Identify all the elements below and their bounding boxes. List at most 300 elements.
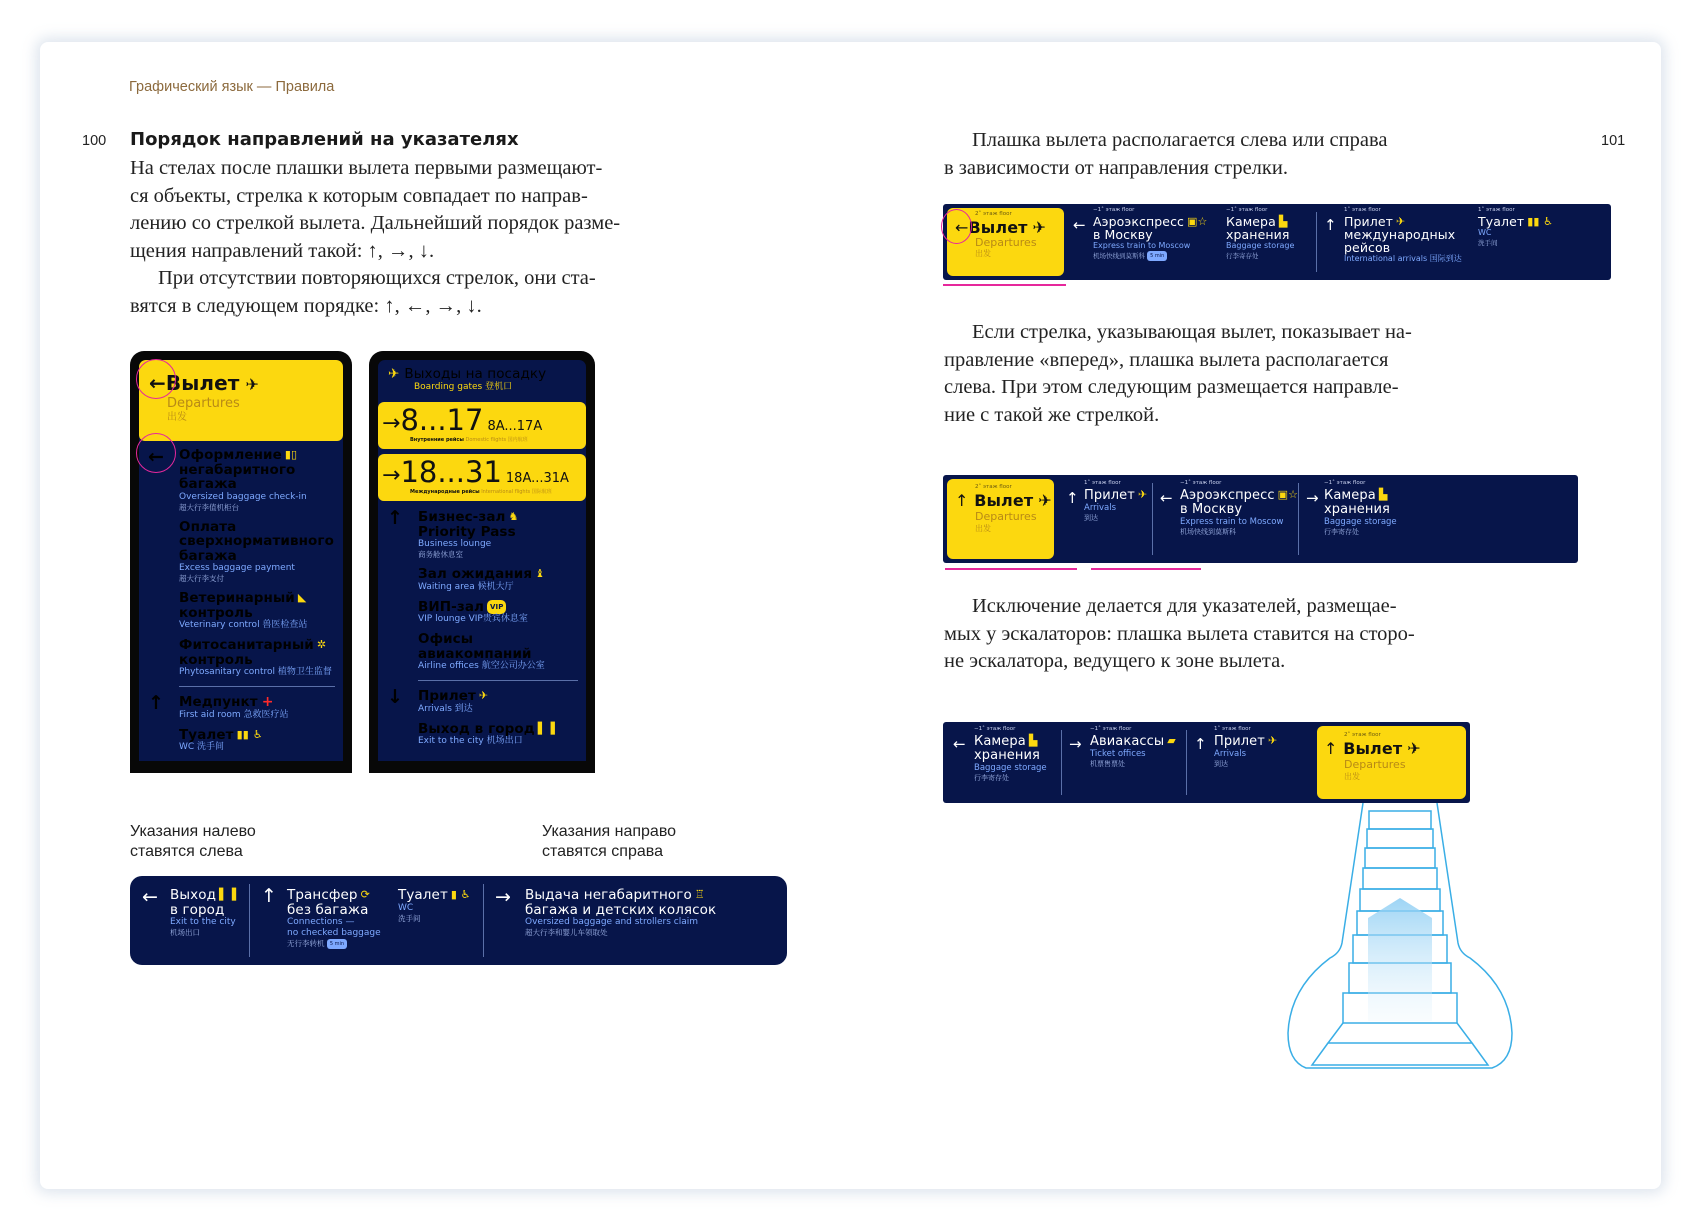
- text-line: [944, 593, 1544, 621]
- cell-ru: международных: [1344, 227, 1456, 242]
- sign-example-escalator: [943, 722, 1470, 803]
- item-en: Arrivals 到达: [418, 703, 473, 714]
- cell-ru: [1180, 488, 1298, 503]
- text-line: [944, 319, 1544, 347]
- divider: [483, 884, 484, 957]
- item-ru: [418, 600, 586, 615]
- sign-horizontal-example: [130, 876, 787, 965]
- item-en: Phytosanitary control 植物卫生监督: [179, 667, 332, 677]
- divider: [1316, 212, 1317, 272]
- item-ru: багажа: [179, 547, 237, 564]
- caption-line: ставятся слева: [130, 843, 243, 860]
- cell-en: Arrivals: [1084, 503, 1117, 513]
- gate-sub: 18A...31A: [505, 471, 569, 486]
- arrow-down-icon: ↓: [387, 686, 403, 708]
- cell-cn: 行李寄存处: [1324, 528, 1359, 536]
- item-ru: контроль: [179, 604, 253, 621]
- item-ru: [179, 728, 343, 743]
- gate-caption: [410, 488, 586, 495]
- text-line: лению со стрелкой вылета. Дальнейший порядок разме-: [130, 212, 621, 234]
- stele-boarding-gates: [369, 351, 595, 773]
- divider: [1298, 483, 1299, 555]
- divider: [249, 884, 250, 957]
- lounge-icon: ♞: [508, 510, 519, 523]
- sign-cell: [1478, 207, 1553, 280]
- cell-ru: [1214, 734, 1277, 749]
- transfer-icon: ⟳: [360, 888, 370, 901]
- text-line: [130, 265, 690, 293]
- arrow-right-icon: →: [1069, 735, 1082, 753]
- cell-text: [1093, 215, 1208, 261]
- header-ru: Выходы на посадку: [404, 366, 547, 382]
- escalator-step: [1365, 848, 1435, 868]
- arrow-up-icon: ↑: [1066, 489, 1079, 507]
- right-para-1: [944, 127, 1544, 182]
- item-cn: 商务舱休息室: [418, 550, 463, 559]
- gate-caption: [410, 436, 586, 443]
- departures-ru: Вылет: [974, 491, 1034, 510]
- item-cn: 超大行李值机柜台: [179, 502, 239, 512]
- arrow-up-icon: ↑: [1194, 735, 1207, 753]
- sign-cell: [495, 888, 716, 965]
- cell-en: Express train to Moscow: [1093, 241, 1191, 250]
- sign-cell: [1306, 480, 1397, 563]
- sign-cell: [1160, 480, 1298, 563]
- cell-en: Oversized baggage and strollers claim: [525, 917, 698, 927]
- departures-ru: Вылет: [1343, 739, 1403, 758]
- item-en: Exit to the city 机场出口: [418, 736, 523, 746]
- cell-text: [287, 888, 381, 949]
- item-cn: 超大行李支付: [179, 574, 224, 583]
- waiting-area-icon: ♝: [535, 567, 546, 580]
- cell-text: [974, 734, 1047, 783]
- item-en: Veterinary control 兽医检查站: [179, 620, 308, 630]
- ru-line: Выход: [170, 887, 217, 903]
- arrow-right-icon: →: [495, 886, 511, 908]
- cell-ru: хранения: [1226, 227, 1290, 242]
- departures-title-row: [149, 372, 343, 396]
- escalator-step: [1369, 811, 1431, 829]
- cell-en: Express train to Moscow: [1180, 517, 1284, 527]
- ru-line: Аэроэкспресс: [1180, 488, 1275, 503]
- sign-cell: [1066, 480, 1147, 563]
- list-item: [387, 567, 586, 593]
- sign-example-2: [943, 475, 1578, 563]
- item-en: Business lounge: [418, 539, 492, 549]
- cell-cn: 超大行李和婴儿车领取处: [525, 928, 608, 937]
- departures-cn: 出发: [1344, 772, 1360, 781]
- gate-caption-ru: Международные рейсы: [410, 489, 480, 495]
- gate-caption-en: International flights 国际航班: [481, 489, 552, 495]
- arrow-up-icon: ↑: [1324, 739, 1338, 758]
- list-item: [148, 448, 343, 513]
- cell-en: International arrivals 国际到达: [1344, 254, 1462, 263]
- cell-ru: без багажа: [287, 901, 369, 918]
- text-line: [944, 127, 1544, 155]
- cell-ru: [1090, 734, 1176, 749]
- cell-ru: [398, 888, 471, 903]
- item-en: First aid room 急救医疗站: [179, 709, 289, 720]
- sign-cell: [1073, 207, 1208, 280]
- gate-plate: [378, 454, 586, 501]
- list-item: [387, 507, 586, 560]
- floor-label: 2˚ этаж floor: [975, 211, 1012, 217]
- boarding-header: [388, 367, 586, 393]
- cat-icon: ◣: [297, 591, 307, 604]
- ru-line: Фитосанитарный: [179, 637, 314, 653]
- text-line: вятся в следующем порядке: ↑, ←, →, ↓.: [130, 294, 482, 317]
- text-line: правление «вперед», плашка вылета располагается: [944, 348, 1389, 371]
- sign-cell: [398, 888, 471, 965]
- text-span: При отсутствии повторяющихся стрелок, они ста-: [158, 267, 596, 289]
- ru-line: ВИП-зал: [418, 598, 485, 615]
- baggage-icon: ▮▯: [284, 448, 298, 461]
- cell-ru: [170, 888, 236, 903]
- arrow-right-icon: →: [382, 463, 401, 488]
- floor-label: −1˚ этаж floor: [1180, 480, 1222, 486]
- floor-label: 1˚ этаж floor: [1478, 207, 1515, 213]
- cell-ru: хранения: [1324, 502, 1390, 517]
- stele-panel: [139, 360, 343, 761]
- cell-ru: [1324, 488, 1397, 503]
- cell-en: Baggage storage: [1324, 517, 1397, 527]
- cell-en: no checked baggage: [287, 928, 381, 938]
- item-ru: [418, 722, 586, 737]
- sign-cell: [142, 888, 236, 965]
- sign-cell: [261, 885, 381, 965]
- ru-line: Туалет: [398, 887, 448, 903]
- ru-line: Бизнес-зал: [418, 509, 506, 525]
- arrow-left-icon: ←: [953, 735, 966, 753]
- highlight-circle: [941, 209, 972, 244]
- time-badge: 5 min: [327, 939, 347, 949]
- arrow-up-icon: ↑: [955, 491, 969, 510]
- text-line: слева. При этом следующим размещается направле-: [944, 376, 1399, 398]
- divider: [1186, 730, 1187, 795]
- caption-line: Указания направо: [542, 823, 677, 840]
- cell-cn: 行李寄存处: [1226, 252, 1259, 260]
- divider: [1152, 483, 1153, 555]
- item-ru: негабаритного багажа: [179, 461, 296, 492]
- text-line: ся объекты, стрелка к которым совпадает по направ-: [130, 184, 588, 207]
- plane-arrival-icon: ✈: [1396, 215, 1406, 228]
- vip-badge-icon: VIP: [487, 600, 506, 615]
- item-en: Oversized baggage check-in: [179, 491, 307, 502]
- first-aid-cross-icon: +: [261, 694, 274, 710]
- stele1-item-list: [148, 448, 343, 753]
- floor-label: −1˚ этаж floor: [1090, 726, 1132, 732]
- departures-plate: [1317, 726, 1466, 799]
- floor-label: 1˚ этаж floor: [1084, 480, 1121, 486]
- cell-ru: в город: [170, 901, 225, 918]
- divider: [1061, 730, 1062, 795]
- right-para-2: [944, 319, 1544, 429]
- plane-icon: ✈: [1032, 218, 1047, 237]
- arrow-left-icon: ←: [149, 371, 166, 395]
- cell-cn: 洗手间: [398, 913, 421, 923]
- gate-sub: 8A...17A: [487, 419, 543, 434]
- item-ru: Priority Pass: [418, 523, 516, 540]
- item-ru: сверхнормативного: [179, 533, 334, 549]
- item-en: Waiting area 候机大厅: [418, 581, 514, 592]
- floor-label: 2˚ этаж floor: [975, 484, 1012, 490]
- divider: [418, 680, 578, 681]
- ru-line: Прилет: [1344, 214, 1394, 229]
- cell-text: [525, 888, 716, 938]
- item-ru: [179, 591, 343, 606]
- item-ru: Офисы авиакомпаний: [418, 631, 532, 662]
- plant-icon: ✲: [316, 638, 327, 651]
- cell-cn: 机场出口: [170, 928, 200, 937]
- departures-ru: Вылет: [968, 218, 1028, 237]
- gate-row: [382, 405, 586, 436]
- ru-line: Камера: [1226, 214, 1276, 229]
- highlight-underline: [1091, 568, 1201, 570]
- sign-cell: [1194, 726, 1277, 803]
- cell-en: Connections —: [287, 917, 355, 927]
- page-number-left: 100: [82, 133, 107, 149]
- cell-en: Ticket offices: [1090, 749, 1146, 759]
- cell-ru: рейсов: [1344, 240, 1391, 255]
- ru-line: Прилет: [1084, 488, 1135, 503]
- arrow-up-icon: ↑: [1324, 216, 1337, 234]
- cell-cn-row: [1093, 251, 1208, 261]
- header-en: Boarding gates 登机口: [414, 381, 513, 392]
- departures-en: Departures: [975, 236, 1037, 249]
- escalator-step: [1363, 868, 1437, 889]
- list-item: [148, 591, 343, 631]
- gate-range: 8...17: [400, 403, 484, 437]
- item-ru: [179, 448, 343, 463]
- escalator-step: [1367, 829, 1433, 848]
- cell-ru: [1478, 215, 1553, 228]
- cell-text: [1324, 488, 1397, 537]
- cell-en: WC: [1478, 228, 1492, 237]
- text-span: Если стрелка, указывающая вылет, показывает на-: [972, 321, 1412, 343]
- arrow-up-icon: ↑: [148, 692, 164, 714]
- wc-accessible-icon: ▮▮ ♿: [236, 727, 263, 741]
- baggage-storage-icon: ▙: [1278, 215, 1288, 228]
- list-item: [148, 520, 343, 585]
- text-line: щения направлений такой: ↑, →, ↓.: [130, 239, 435, 262]
- text-line: не эскалатора, ведущего к зоне вылета.: [944, 650, 1286, 672]
- cell-cn: 无行李转机: [287, 939, 325, 948]
- departures-ru: Вылет: [165, 371, 240, 395]
- highlight-underline: [945, 568, 1077, 570]
- ru-line: Туалет: [1478, 214, 1525, 229]
- divider: [179, 686, 335, 687]
- arrow-left-icon: ←: [142, 886, 158, 908]
- ticket-icon: ▰: [1167, 734, 1176, 747]
- caption-left: [130, 822, 256, 862]
- ru-line: Выход в город: [418, 720, 535, 737]
- cell-cn: 机场快线到莫斯科: [1180, 528, 1236, 536]
- ru-line: Туалет: [179, 726, 234, 743]
- exit-door-icon: ▌▐: [537, 721, 555, 735]
- cell-en: WC: [398, 902, 414, 913]
- cell-ru: в Москву: [1093, 227, 1153, 242]
- list-item: [387, 722, 586, 748]
- departures-en: Departures: [167, 396, 240, 411]
- page-number-right: 101: [1601, 133, 1626, 149]
- cell-ru: [1084, 488, 1147, 503]
- item-ru: Оплата: [179, 518, 237, 535]
- arrow-up-icon: ↑: [387, 507, 403, 529]
- floor-label: −1˚ этаж floor: [974, 726, 1016, 732]
- arrow-left-icon: ←: [1073, 216, 1086, 234]
- cell-cn: 到达: [1084, 514, 1098, 522]
- item-ru: [418, 567, 586, 582]
- running-head: Графический язык — Правила: [129, 79, 335, 95]
- plane-icon: ✈: [388, 366, 400, 382]
- gate-caption-ru: Внутренние рейсы: [410, 437, 464, 443]
- departures-cn: 出发: [975, 249, 991, 258]
- departures-cn: 出发: [167, 412, 187, 423]
- floor-label: 2˚ этаж floor: [1344, 732, 1381, 738]
- right-para-3: [944, 593, 1544, 676]
- plane-icon: ✈: [1407, 739, 1421, 758]
- ru-line: Выдача негабаритного: [525, 887, 692, 903]
- escalator-up-arrow-icon: [1368, 898, 1432, 1021]
- floor-label: −1˚ этаж floor: [1226, 207, 1268, 213]
- floor-label: 1˚ этаж floor: [1214, 726, 1251, 732]
- text-line: мых у эскалаторов: плашка вылета ставится на сторо-: [944, 622, 1415, 645]
- train-star-icon: ▣☆: [1277, 488, 1299, 501]
- floor-label: −1˚ этаж floor: [1093, 207, 1135, 213]
- ru-line: Ветеринарный: [179, 590, 295, 606]
- item-ru: [418, 689, 586, 704]
- stroller-icon: ♖: [694, 888, 705, 901]
- section-heading: Порядок направлений на указателях: [130, 129, 519, 150]
- cell-cn: 机场快线到莫斯科: [1093, 252, 1145, 260]
- cell-text: [1344, 215, 1462, 264]
- cell-text: [1180, 488, 1298, 537]
- escalator-illustration: [1280, 803, 1525, 1078]
- highlight-circle: [136, 433, 176, 473]
- cell-ru: хранения: [974, 748, 1040, 763]
- arrow-right-icon: →: [382, 411, 401, 436]
- cell-ru: багажа и детских колясок: [525, 901, 717, 918]
- ru-line: Прилет: [418, 688, 476, 704]
- list-item: [387, 632, 586, 672]
- item-en: Airline offices 航空公司办公室: [418, 661, 545, 671]
- escalator-step: [1328, 1023, 1472, 1043]
- highlight-circle: [136, 359, 176, 399]
- list-item: [148, 728, 343, 754]
- exit-door-icon: ▌▐: [219, 888, 237, 901]
- cell-en: Arrivals: [1214, 749, 1247, 759]
- ru-line: Авиакассы: [1090, 734, 1165, 749]
- cell-text: [1214, 734, 1277, 769]
- sign-cell: [1324, 207, 1462, 280]
- departures-row: [955, 492, 1054, 510]
- cell-en: Baggage storage: [1226, 241, 1295, 250]
- cell-text: [170, 888, 236, 938]
- time-badge: 5 min: [1147, 251, 1167, 261]
- plane-icon: ✈: [245, 375, 260, 394]
- item-ru: [179, 638, 343, 653]
- sign-example-1: [943, 204, 1611, 280]
- list-item: [387, 600, 586, 626]
- text-line: в зависимости от направления стрелки.: [944, 156, 1288, 179]
- caption-line: Указания налево: [130, 823, 256, 840]
- sign-cell: [1226, 207, 1294, 280]
- wc-accessible-icon: ▮ ♿: [450, 888, 471, 901]
- text-line: ние с такой же стрелкой.: [944, 403, 1160, 426]
- list-item: [148, 638, 343, 678]
- text-span: Плашка вылета располагается слева или справа: [972, 129, 1388, 151]
- cell-en: Baggage storage: [974, 763, 1047, 773]
- caption-right: [542, 822, 676, 862]
- stele2-item-list: [387, 507, 586, 747]
- arrow-up-icon: ↑: [261, 885, 277, 907]
- item-en: VIP lounge VIP贵宾休息室: [418, 614, 528, 624]
- departures-en: Departures: [1344, 758, 1406, 771]
- gate-caption-en: Domestic flights 国内航班: [465, 437, 528, 443]
- sign-cell: [1069, 726, 1176, 803]
- ru-line: Оформление: [179, 447, 282, 463]
- gate-plate: [378, 402, 586, 449]
- caption-line: ставятся справа: [542, 843, 663, 860]
- sign-cell: [953, 726, 1047, 803]
- cell-cn: 到达: [1214, 760, 1228, 768]
- arrow-left-icon: ←: [955, 218, 969, 237]
- cell-ru: [525, 888, 716, 903]
- item-en: WC 洗手间: [179, 742, 225, 752]
- ru-line: Прилет: [1214, 734, 1265, 749]
- departures-cn: 出发: [975, 524, 991, 533]
- escalator-step: [1312, 1043, 1488, 1065]
- departures-row: [1324, 740, 1466, 758]
- left-body-text: [130, 155, 690, 320]
- cell-cn: 行李寄存处: [974, 774, 1009, 782]
- highlight-underline: [943, 284, 1066, 286]
- header-ru-row: [388, 367, 586, 382]
- text-span: Исключение делается для указателей, размещае-: [972, 595, 1397, 617]
- cell-en: Exit to the city: [170, 917, 236, 927]
- cell-cn: 机票售票处: [1090, 760, 1125, 768]
- ru-line: Камера: [1324, 488, 1376, 503]
- ru-line: Камера: [974, 734, 1026, 749]
- gate-row: [382, 457, 586, 488]
- gate-range: 18...31: [400, 455, 502, 489]
- stele-departures-left: [130, 351, 352, 773]
- cell-text: [1090, 734, 1176, 769]
- item-ru: [418, 510, 586, 525]
- cell-text: [1084, 488, 1147, 523]
- arrow-right-icon: →: [1306, 489, 1319, 507]
- ru-line: Зал ожидания: [418, 566, 533, 582]
- ru-line: Медпункт: [179, 694, 258, 710]
- plane-arrival-icon: ✈: [478, 689, 489, 702]
- item-ru: контроль: [179, 651, 253, 668]
- plane-arrival-icon: ✈: [1137, 488, 1148, 501]
- floor-label: 1˚ этаж floor: [1344, 207, 1381, 213]
- floor-label: −1˚ этаж floor: [1324, 480, 1366, 486]
- departures-plate: [947, 479, 1054, 559]
- cell-ru: в Москву: [1180, 502, 1243, 517]
- plane-icon: ✈: [1038, 491, 1052, 510]
- list-item: [387, 686, 586, 715]
- baggage-storage-icon: ▙: [1028, 734, 1038, 747]
- cell-ru: [287, 888, 381, 903]
- baggage-storage-icon: ▙: [1378, 488, 1388, 501]
- wc-accessible-icon: ▮▮ ♿: [1527, 215, 1554, 228]
- item-en: Excess baggage payment: [179, 563, 295, 573]
- cell-ru: [974, 734, 1047, 749]
- text-line: На стелах после плашки вылета первыми размещают-: [130, 157, 603, 179]
- item-ru: [179, 695, 343, 710]
